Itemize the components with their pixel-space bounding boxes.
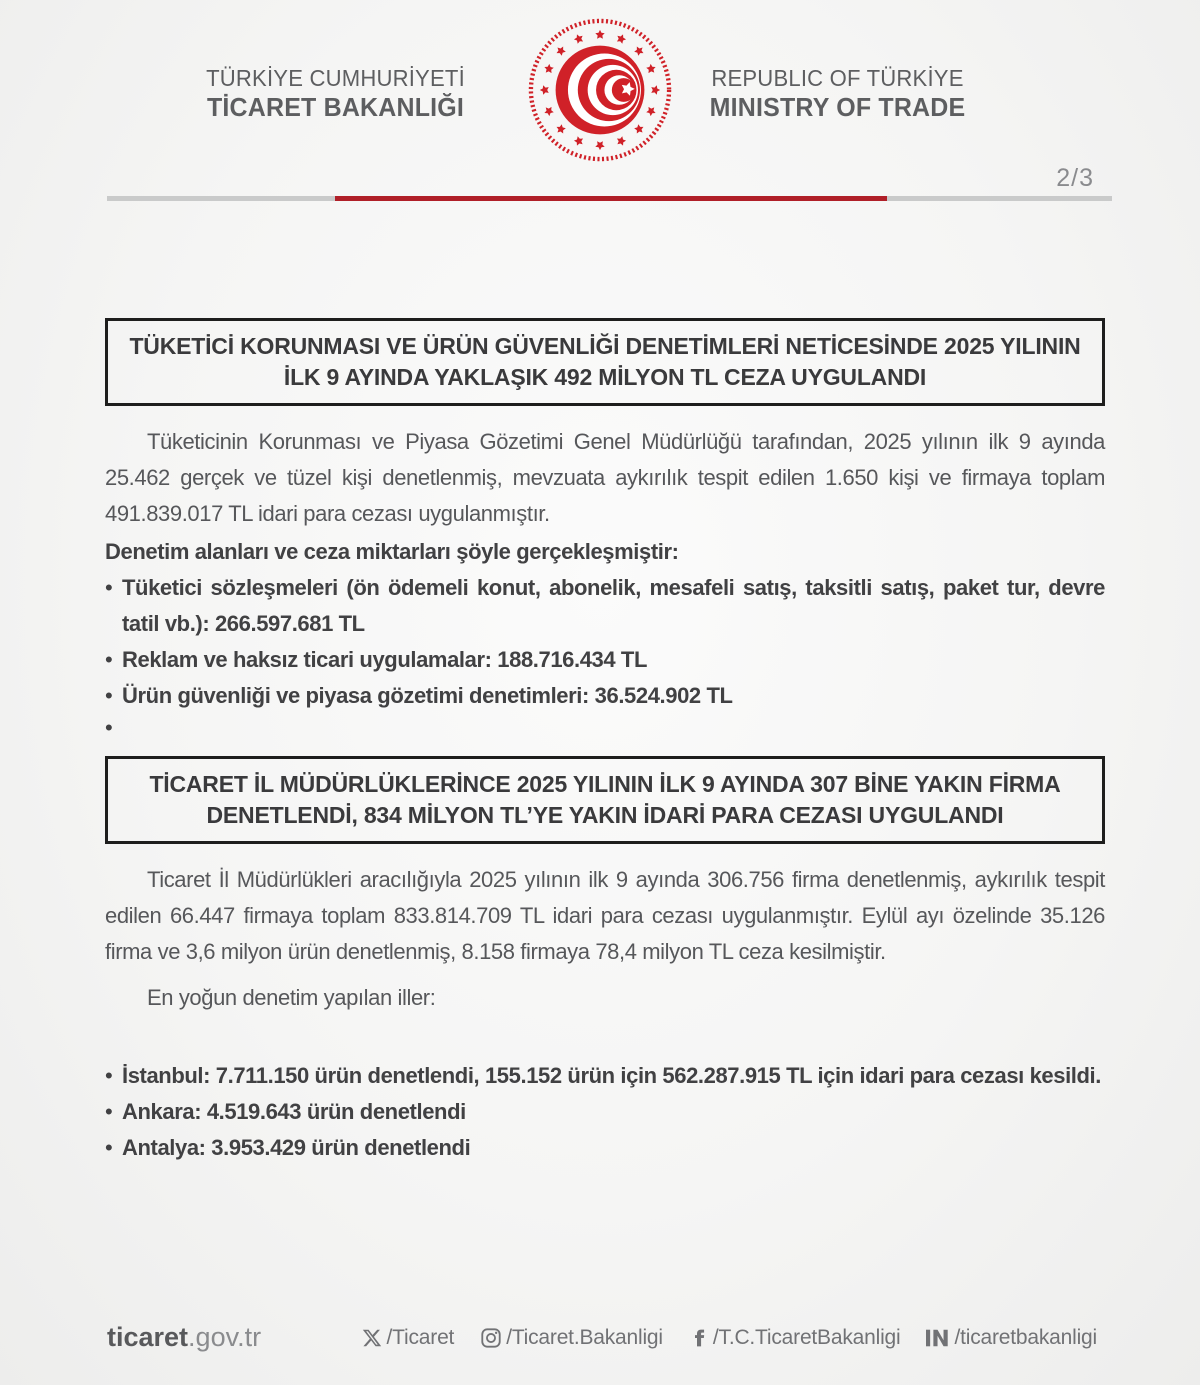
bullet-text: Reklam ve haksız ticari uygulamalar: 188.716.434 TL [122,647,648,672]
page-progress-track [107,196,1112,201]
nsosyal-icon [926,1327,950,1349]
bullet-item [105,1058,1105,1094]
website-url-rest: .gov.tr [188,1322,262,1352]
section1-title: TÜKETİCİ KORUNMASI VE ÜRÜN GÜVENLİĞİ DENETİMLERİ NETİCESİNDE 2025 YILININ İLK 9 AYINDA YAKLAŞIK 492 MİLYON TL CEZA UYGULANDI [129,333,1081,390]
bullet-item [105,570,1105,642]
instagram-icon [480,1327,502,1349]
social-handle: /Ticaret.Bakanligi [506,1325,663,1349]
section1-title-box [105,318,1105,406]
social-links [361,1326,1097,1350]
bullet-item [105,1130,1105,1166]
social-nsosyal [926,1326,1097,1350]
section1-paragraph: Tüketicinin Korunması ve Piyasa Gözetimi Genel Müdürlüğü tarafından, 2025 yılının ilk 9 ayında 25.462 gerçek ve tüzel kişi denetlenmiş, mevzuata aykırılık tespit edilen 1.650 kişi ve firmaya toplam 491.839.017 TL idari para cezası uygulanmıştır. [105,429,1105,526]
section1-list-heading: Denetim alanları ve ceza miktarları şöyle gerçekleşmiştir: [105,539,679,564]
bullet-item [105,678,1105,714]
bullet-text: İstanbul: 7.711.150 ürün denetlendi, 155.152 ürün için 562.287.915 TL için idari para cezası kesildi. [122,1063,1101,1088]
page-progress-fill [335,196,887,201]
website-url-bold: ticaret [107,1322,189,1352]
social-handle: /T.C.TicaretBakanligi [712,1325,901,1349]
bullet-text: Ürün güvenliği ve piyasa gözetimi denetimleri: 36.524.902 TL [122,683,733,708]
section2-subheading: En yoğun denetim yapılan iller: [147,985,436,1010]
section2-bullet-list [105,1058,1105,1166]
crescent-core [556,46,645,135]
republic-line-en: REPUBLIC OF TÜRKİYE [711,65,964,91]
bullet-text: Antalya: 3.953.429 ürün denetlendi [122,1135,471,1160]
social-handle: /Ticaret [386,1325,455,1349]
section1-bullet-list [105,570,1105,742]
website-url [107,1322,261,1353]
bullet-item-empty [105,714,1105,742]
section2-title-box [105,756,1105,844]
x-icon [361,1327,383,1349]
section2-title: TİCARET İL MÜDÜRLÜKLERİNCE 2025 YILININ İLK 9 AYINDA 307 BİNE YAKIN FİRMA DENETLENDİ, 834 MİLYON TL’YE YAKIN İDARİ PARA CEZASI UYGULANDI [149,771,1061,828]
bullet-text: Tüketici sözleşmeleri (ön ödemeli konut, abonelik, mesafeli satış, taksitli satış, paket tur, devre tatil vb.): 266.597.681 TL [122,575,1105,636]
footer [107,1322,1097,1353]
ministry-name-turkish [175,64,497,122]
ministry-line-en: MINISTRY OF TRADE [709,92,966,122]
ministry-name-english [677,64,999,122]
section2-paragraph: Ticaret İl Müdürlükleri aracılığıyla 2025 yılının ilk 9 ayında 306.756 firma denetlenmiş, aykırılık tespit edilen 66.447 firmaya toplam 833.814.709 TL idari para cezası uygulanmıştır. Eylül ayı özelinde 35.126 firma ve 3,6 milyon ürün denetlenmiş, 8.158 firmaya 78,4 milyon TL ceza kesilmiştir. [105,867,1105,964]
document-body [105,318,1105,1166]
ministry-line-tr: TİCARET BAKANLIĞI [206,92,465,122]
bullet-item [105,642,1105,678]
page-indicator: 2/3 [1056,164,1094,192]
bullet-item [105,1094,1105,1130]
social-handle: /ticaretbakanligi [954,1325,1097,1349]
bullet-text: Ankara: 4.519.643 ürün denetlendi [122,1099,466,1124]
facebook-icon [689,1327,709,1349]
social-facebook [689,1326,901,1350]
social-x [361,1326,455,1350]
republic-line-tr: TÜRKİYE CUMHURİYETİ [206,65,465,91]
ministry-of-trade-emblem-icon [526,16,674,164]
social-instagram [480,1326,663,1350]
